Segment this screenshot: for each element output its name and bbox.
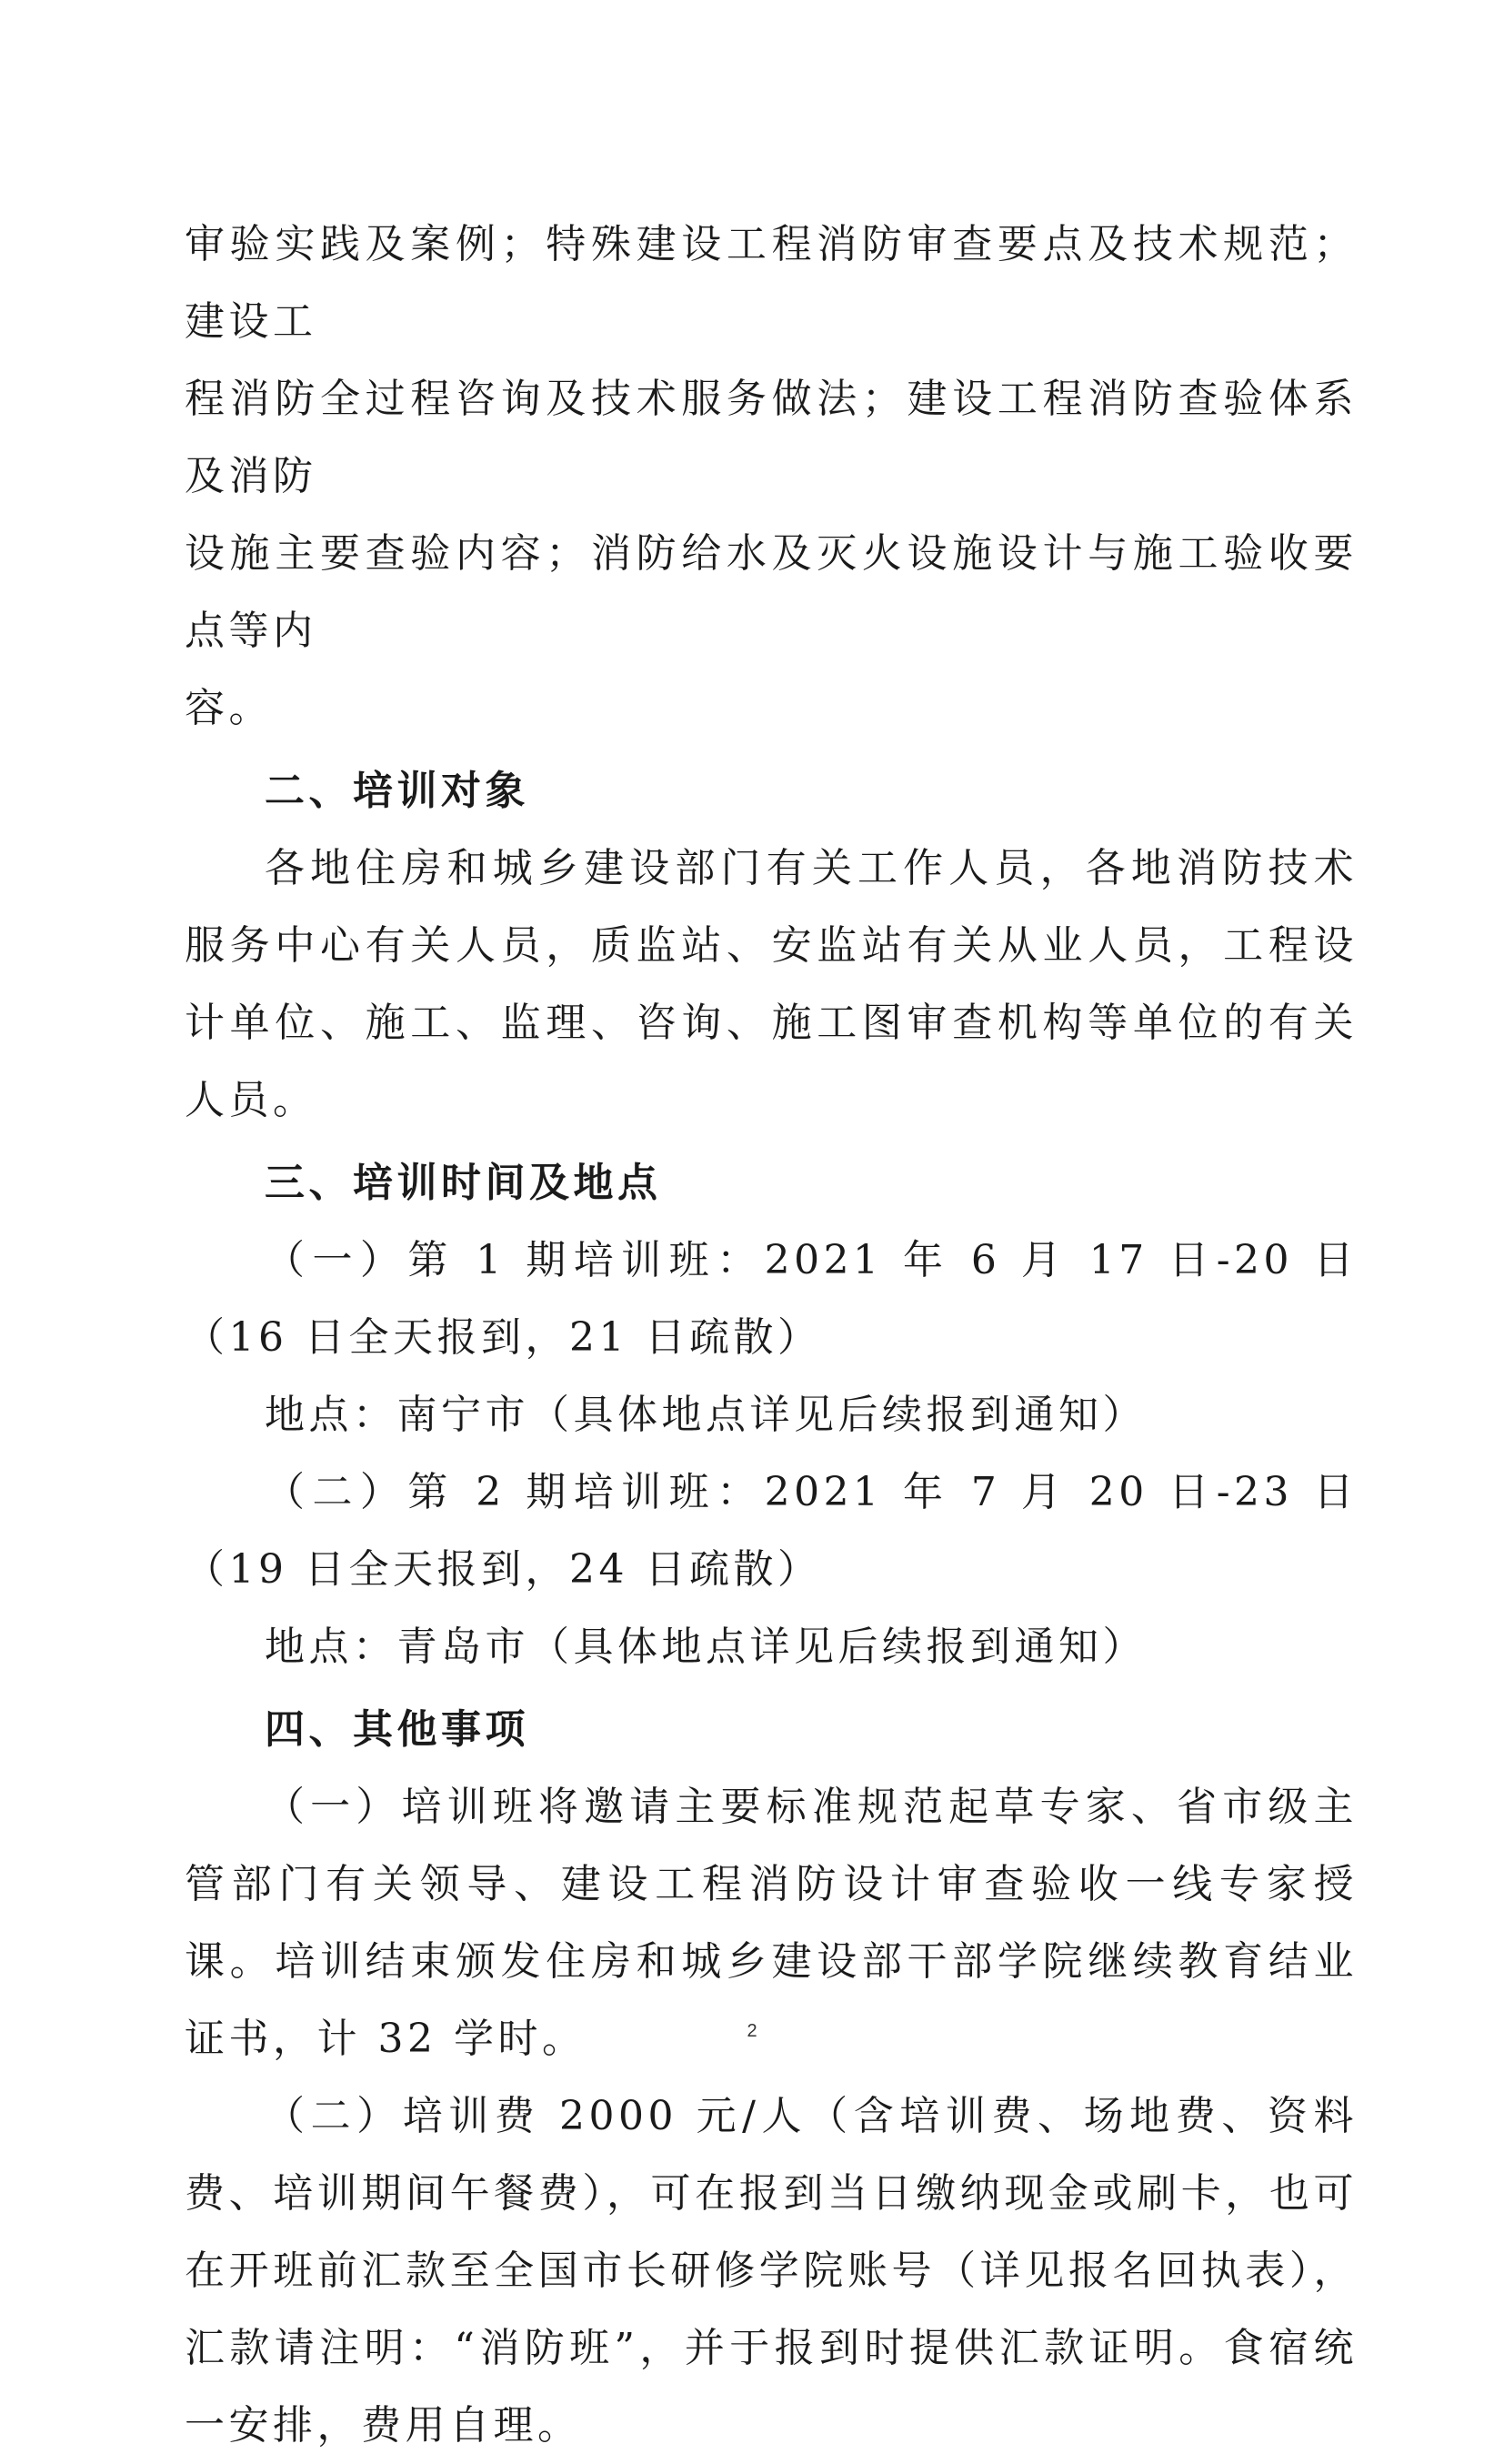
session-1-paragraph: （一）第 1 期培训班：2021 年 6 月 17 日-20 日（16 日全天报到，21 日疏散） <box>185 1237 1358 1361</box>
session-2-location: 地点：青岛市（具体地点详见后续报到通知） <box>265 1624 1147 1670</box>
section-heading-time-location: 三、培训时间及地点 <box>265 1160 662 1206</box>
other-matters-item-2: （二）培训费 2000 元/人（含培训费、场地费、资料费、培训期间午餐费），可在报到当日缴纳现金或刷卡，也可在开班前汇款至全国市长研修学院账号（详见报名回执表），汇款请注明：“消防班”，并于报到时提供汇款证明。食宿统一安排，费用自理。 <box>185 2093 1358 2449</box>
intro-line-2: 程消防全过程咨询及技术服务做法；建设工程消防查验体系及消防 <box>185 376 1358 499</box>
section-heading-other-matters: 四、其他事项 <box>265 1706 529 1753</box>
section-heading-training-targets: 二、培训对象 <box>265 768 529 814</box>
intro-line-1: 审验实践及案例；特殊建设工程消防审查要点及技术规范；建设工 <box>185 221 1358 345</box>
session-1-location: 地点：南宁市（具体地点详见后续报到通知） <box>265 1392 1147 1438</box>
session-2-paragraph: （二）第 2 期培训班：2021 年 7 月 20 日-23 日（19 日全天报到，24 日疏散） <box>185 1469 1358 1593</box>
intro-line-4: 容。 <box>185 685 273 731</box>
other-matters-item-1: （一）培训班将邀请主要标准规范起草专家、省市级主管部门有关领导、建设工程消防设计审查验收一线专家授课。培训结束颁发住房和城乡建设部干部学院继续教育结业证书，计 32 学时。 <box>185 1784 1358 2062</box>
page-number: 2 <box>747 2021 757 2041</box>
document-body <box>185 206 1358 2464</box>
training-targets-paragraph: 各地住房和城乡建设部门有关工作人员，各地消防技术服务中心有关人员，质监站、安监站有关从业人员，工程设计单位、施工、监理、咨询、施工图审查机构等单位的有关人员。 <box>185 845 1358 1123</box>
intro-line-3: 设施主要查验内容；消防给水及灭火设施设计与施工验收要点等内 <box>185 530 1358 654</box>
